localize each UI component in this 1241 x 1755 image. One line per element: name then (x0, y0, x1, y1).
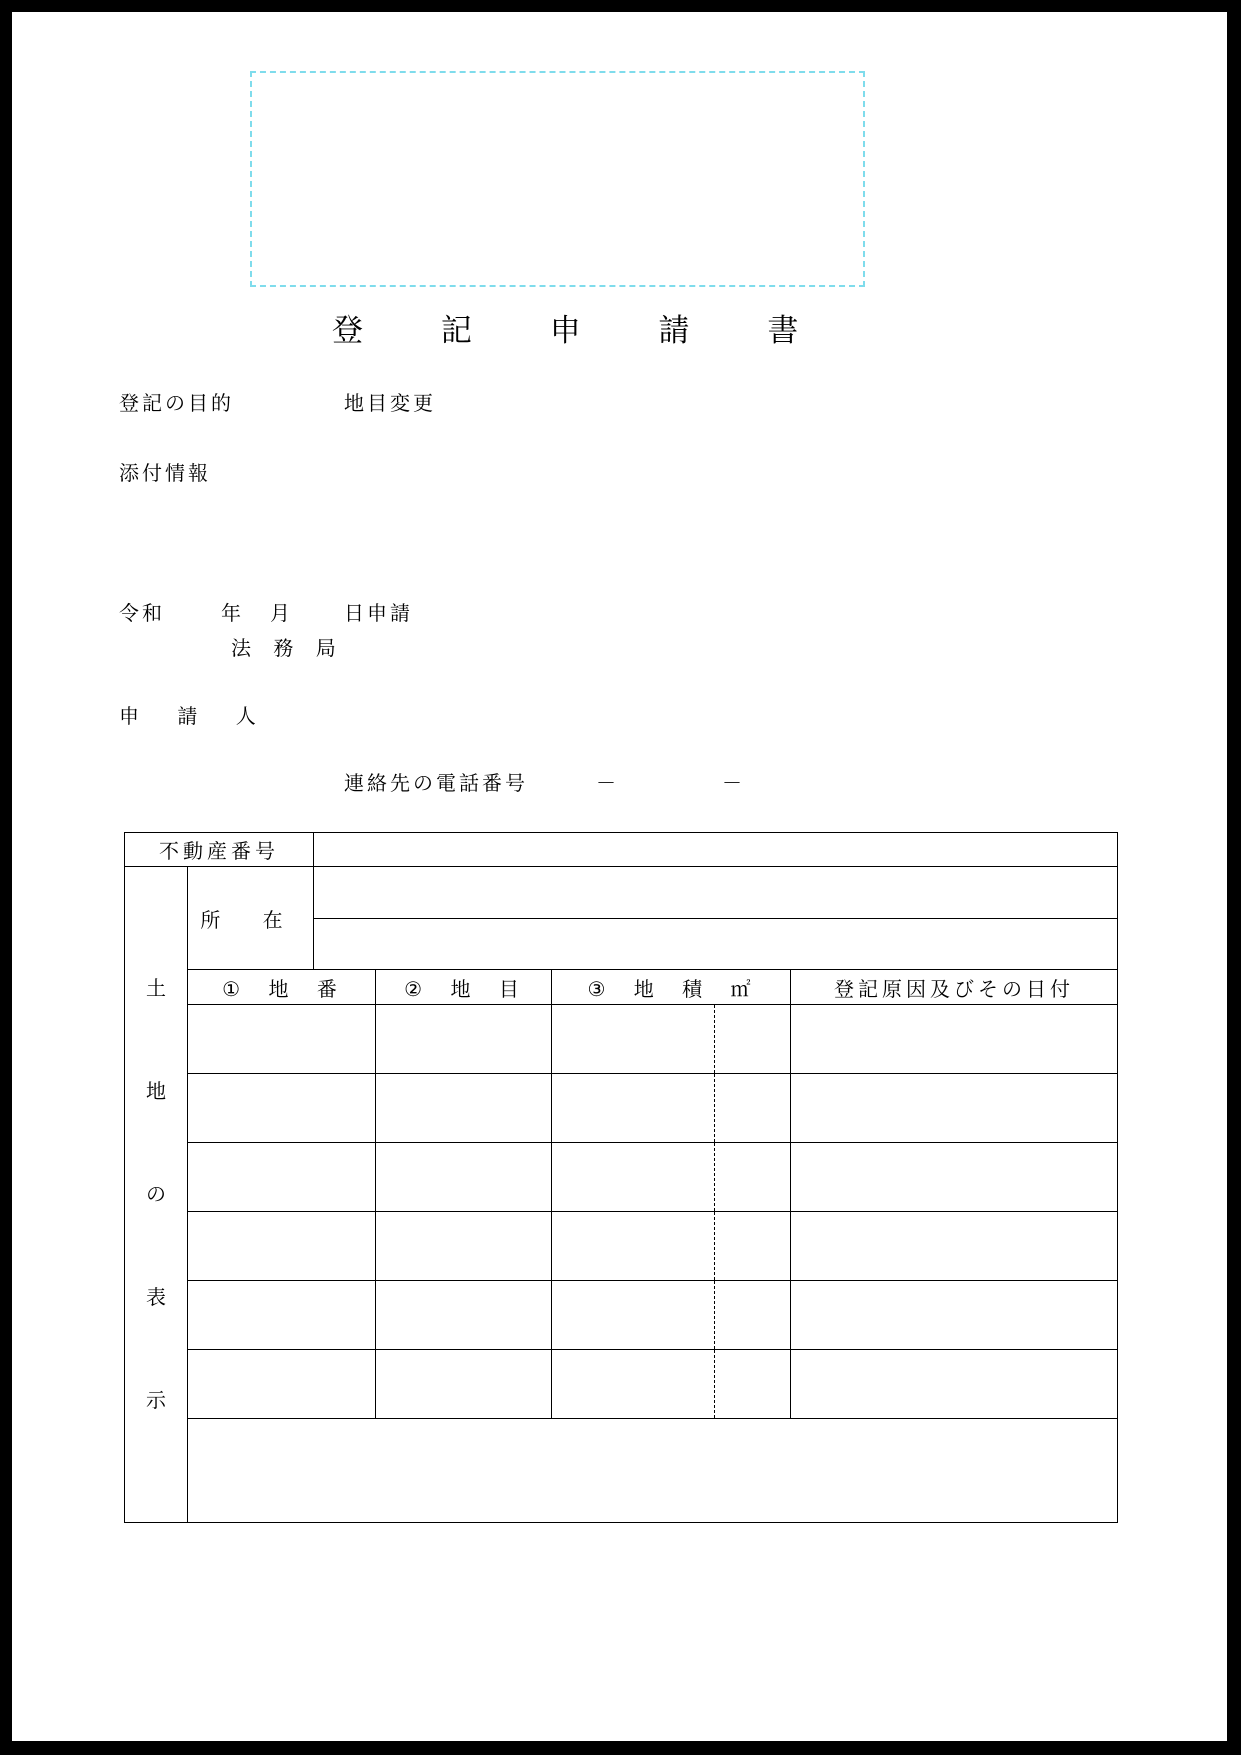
land-category-cell[interactable] (376, 1005, 552, 1074)
legal-affairs-bureau: 法 務 局 (231, 636, 344, 660)
land-area-cell[interactable] (552, 1281, 791, 1350)
applicant-label: 申 請 人 (119, 704, 272, 728)
property-number-field[interactable] (314, 833, 1118, 867)
vertical-char-5: 示 (146, 1388, 166, 1412)
location-field-1[interactable] (314, 867, 1118, 919)
col-land-category: ② 地 目 (376, 970, 552, 1005)
vertical-char-4: 表 (146, 1285, 166, 1309)
location-label: 所 在 (188, 867, 314, 970)
registration-cause-cell[interactable] (791, 1005, 1118, 1074)
revenue-stamp-area (250, 71, 865, 287)
phone-separator-1: － (596, 771, 619, 795)
vertical-char-2: 地 (146, 1079, 166, 1103)
remarks-field[interactable] (188, 1419, 1118, 1523)
land-area-cell[interactable] (552, 1143, 791, 1212)
lot-number-cell[interactable] (188, 1281, 376, 1350)
property-number-label: 不動産番号 (125, 833, 314, 867)
lot-number-cell[interactable] (188, 1143, 376, 1212)
registration-cause-cell[interactable] (791, 1212, 1118, 1281)
land-category-cell[interactable] (376, 1281, 552, 1350)
registration-cause-cell[interactable] (791, 1074, 1118, 1143)
land-area-cell[interactable] (552, 1074, 791, 1143)
lot-number-cell[interactable] (188, 1074, 376, 1143)
purpose-value: 地目変更 (344, 391, 436, 415)
vertical-char-1: 土 (146, 976, 166, 1000)
date-month: 月 (270, 601, 293, 625)
registration-cause-cell[interactable] (791, 1143, 1118, 1212)
registration-cause-cell[interactable] (791, 1350, 1118, 1419)
col-registration-cause: 登記原因及びその日付 (791, 970, 1118, 1005)
lot-number-cell[interactable] (188, 1350, 376, 1419)
registration-cause-cell[interactable] (791, 1281, 1118, 1350)
date-era: 令和 (119, 601, 165, 625)
land-category-cell[interactable] (376, 1350, 552, 1419)
attachments-label: 添付情報 (119, 461, 211, 485)
vertical-char-3: の (146, 1182, 166, 1206)
land-description-table (124, 832, 1118, 1523)
document-title: 登 記 申 請 書 (332, 313, 833, 349)
land-category-cell[interactable] (376, 1074, 552, 1143)
col-lot-number: ① 地 番 (188, 970, 376, 1005)
land-area-cell[interactable] (552, 1005, 791, 1074)
phone-label: 連絡先の電話番号 (344, 771, 528, 795)
date-day-suffix: 日申請 (344, 601, 413, 625)
land-category-cell[interactable] (376, 1143, 552, 1212)
col-land-area: ③ 地 積 ㎡ (552, 970, 791, 1005)
lot-number-cell[interactable] (188, 1212, 376, 1281)
land-area-cell[interactable] (552, 1212, 791, 1281)
land-display-vertical-label (125, 867, 188, 1523)
purpose-label: 登記の目的 (119, 391, 234, 415)
location-field-2[interactable] (314, 919, 1118, 970)
phone-separator-2: － (722, 771, 745, 795)
lot-number-cell[interactable] (188, 1005, 376, 1074)
land-area-cell[interactable] (552, 1350, 791, 1419)
land-category-cell[interactable] (376, 1212, 552, 1281)
date-year: 年 (221, 601, 244, 625)
